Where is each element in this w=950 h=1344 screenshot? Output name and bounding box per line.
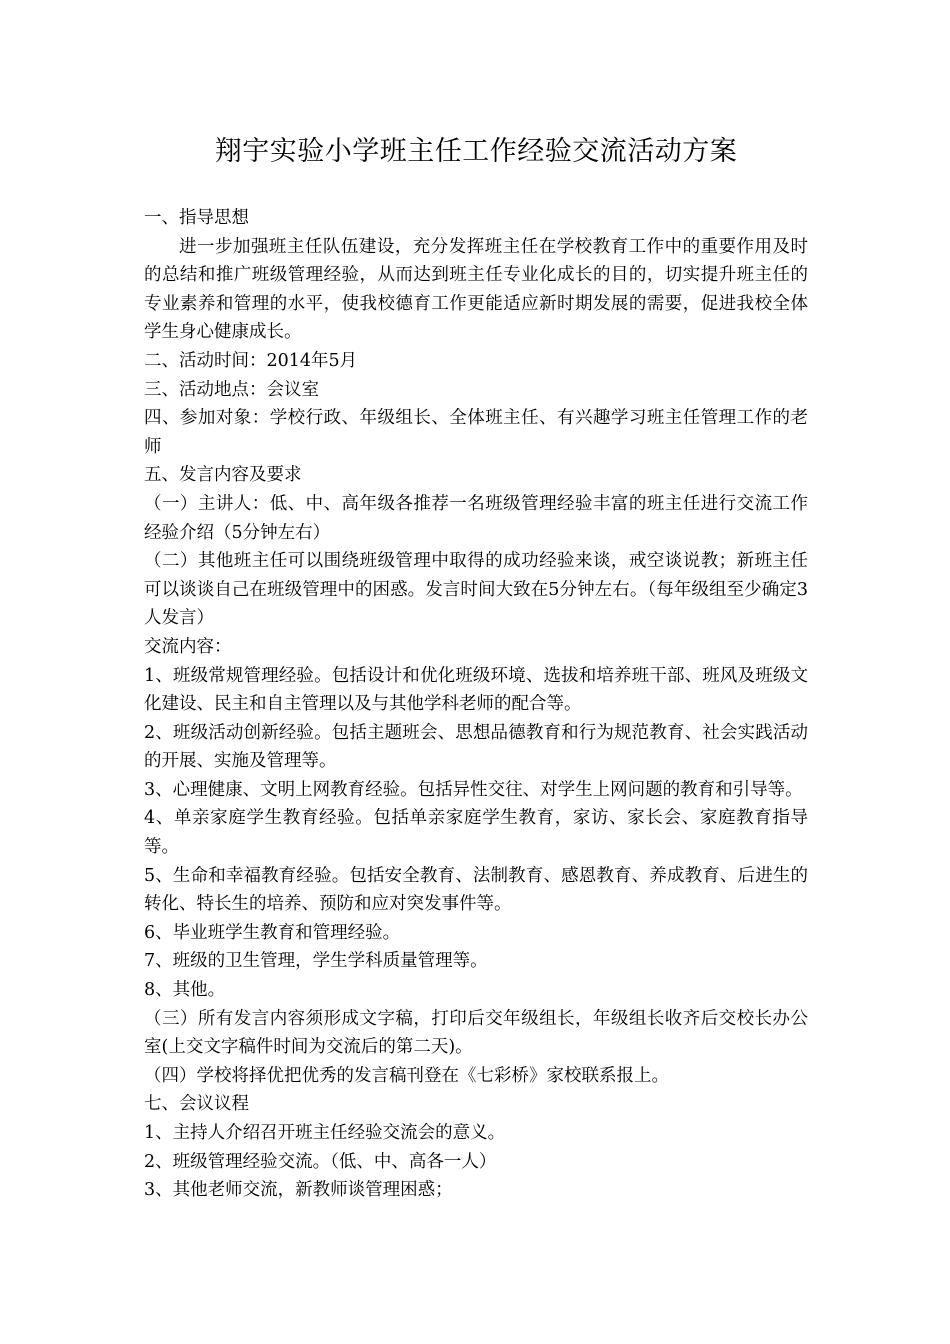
body-paragraph: 2、班级活动创新经验。包括主题班会、思想品德教育和行为规范教育、社会实践活动的开展、实施及管理等。 <box>144 722 808 772</box>
body-paragraph: 一、指导思想 <box>144 208 249 228</box>
body-paragraph: （一）主讲人：低、中、高年级各推荐一名班级管理经验丰富的班主任进行交流工作经验介绍（5分钟左右） <box>144 493 808 543</box>
body-paragraph: 4、单亲家庭学生教育经验。包括单亲家庭学生教育，家访、家长会、家庭教育指导等。 <box>144 808 808 858</box>
body-paragraph: （二）其他班主任可以围绕班级管理中取得的成功经验来谈，戒空谈说教；新班主任可以谈谈自己在班级管理中的困惑。发言时间大致在5分钟左右。（每年级组至少确定3人发言） <box>144 551 808 629</box>
document-title: 翔宇实验小学班主任工作经验交流活动方案 <box>214 136 738 167</box>
body-paragraph: 交流内容： <box>144 636 232 657</box>
body-paragraph: 2、班级管理经验交流。（低、中、高各一人） <box>144 1151 497 1172</box>
body-paragraph: （三）所有发言内容须形成文字稿，打印后交年级组长，年级组长收齐后交校长办公室(上交文字稿件时间为交流后的第二天)。 <box>144 1008 808 1058</box>
body-paragraph: 5、生命和幸福教育经验。包括安全教育、法制教育、感恩教育、养成教育、后进生的转化、特长生的培养、预防和应对突发事件等。 <box>144 865 808 915</box>
body-paragraph: 3、心理健康、文明上网教育经验。包括异性交往、对学生上网问题的教育和引导等。 <box>144 779 803 800</box>
body-paragraph: 进一步加强班主任队伍建设，充分发挥班主任在学校教育工作中的重要作用及时的总结和推广班级管理经验，从而达到班主任专业化成长的目的，切实提升班主任的专业素养和管理的水平，使我校德育工作更能适应新时期发展的需要，促进我校全体学生身心健康成长。 <box>144 236 808 343</box>
document-body <box>144 204 808 1205</box>
body-paragraph: 3、其他老师交流，新教师谈管理困惑； <box>144 1180 453 1201</box>
body-paragraph: 四、参加对象：学校行政、年级组长、全体班主任、有兴趣学习班主任管理工作的老师 <box>144 408 808 457</box>
body-paragraph: 8、其他。 <box>144 980 226 1001</box>
body-paragraph: 三、活动地点：会议室 <box>144 379 319 400</box>
body-paragraph: 五、发言内容及要求 <box>144 465 302 486</box>
body-paragraph: 1、班级常规管理经验。包括设计和优化班级环境、选拔和培养班干部、班风及班级文化建设、民主和自主管理以及与其他学科老师的配合等。 <box>144 665 808 715</box>
body-paragraph: （四）学校将择优把优秀的发言稿刊登在《七彩桥》家校联系报上。 <box>144 1065 669 1086</box>
body-paragraph: 二、活动时间：2014年5月 <box>144 350 358 371</box>
body-paragraph: 1、主持人介绍召开班主任经验交流会的意义。 <box>144 1123 506 1143</box>
body-paragraph: 七、会议议程 <box>144 1094 249 1115</box>
body-paragraph: 6、毕业班学生教育和管理经验。 <box>144 922 401 943</box>
body-paragraph: 7、班级的卫生管理，学生学科质量管理等。 <box>144 951 488 972</box>
document-page <box>144 124 808 1205</box>
